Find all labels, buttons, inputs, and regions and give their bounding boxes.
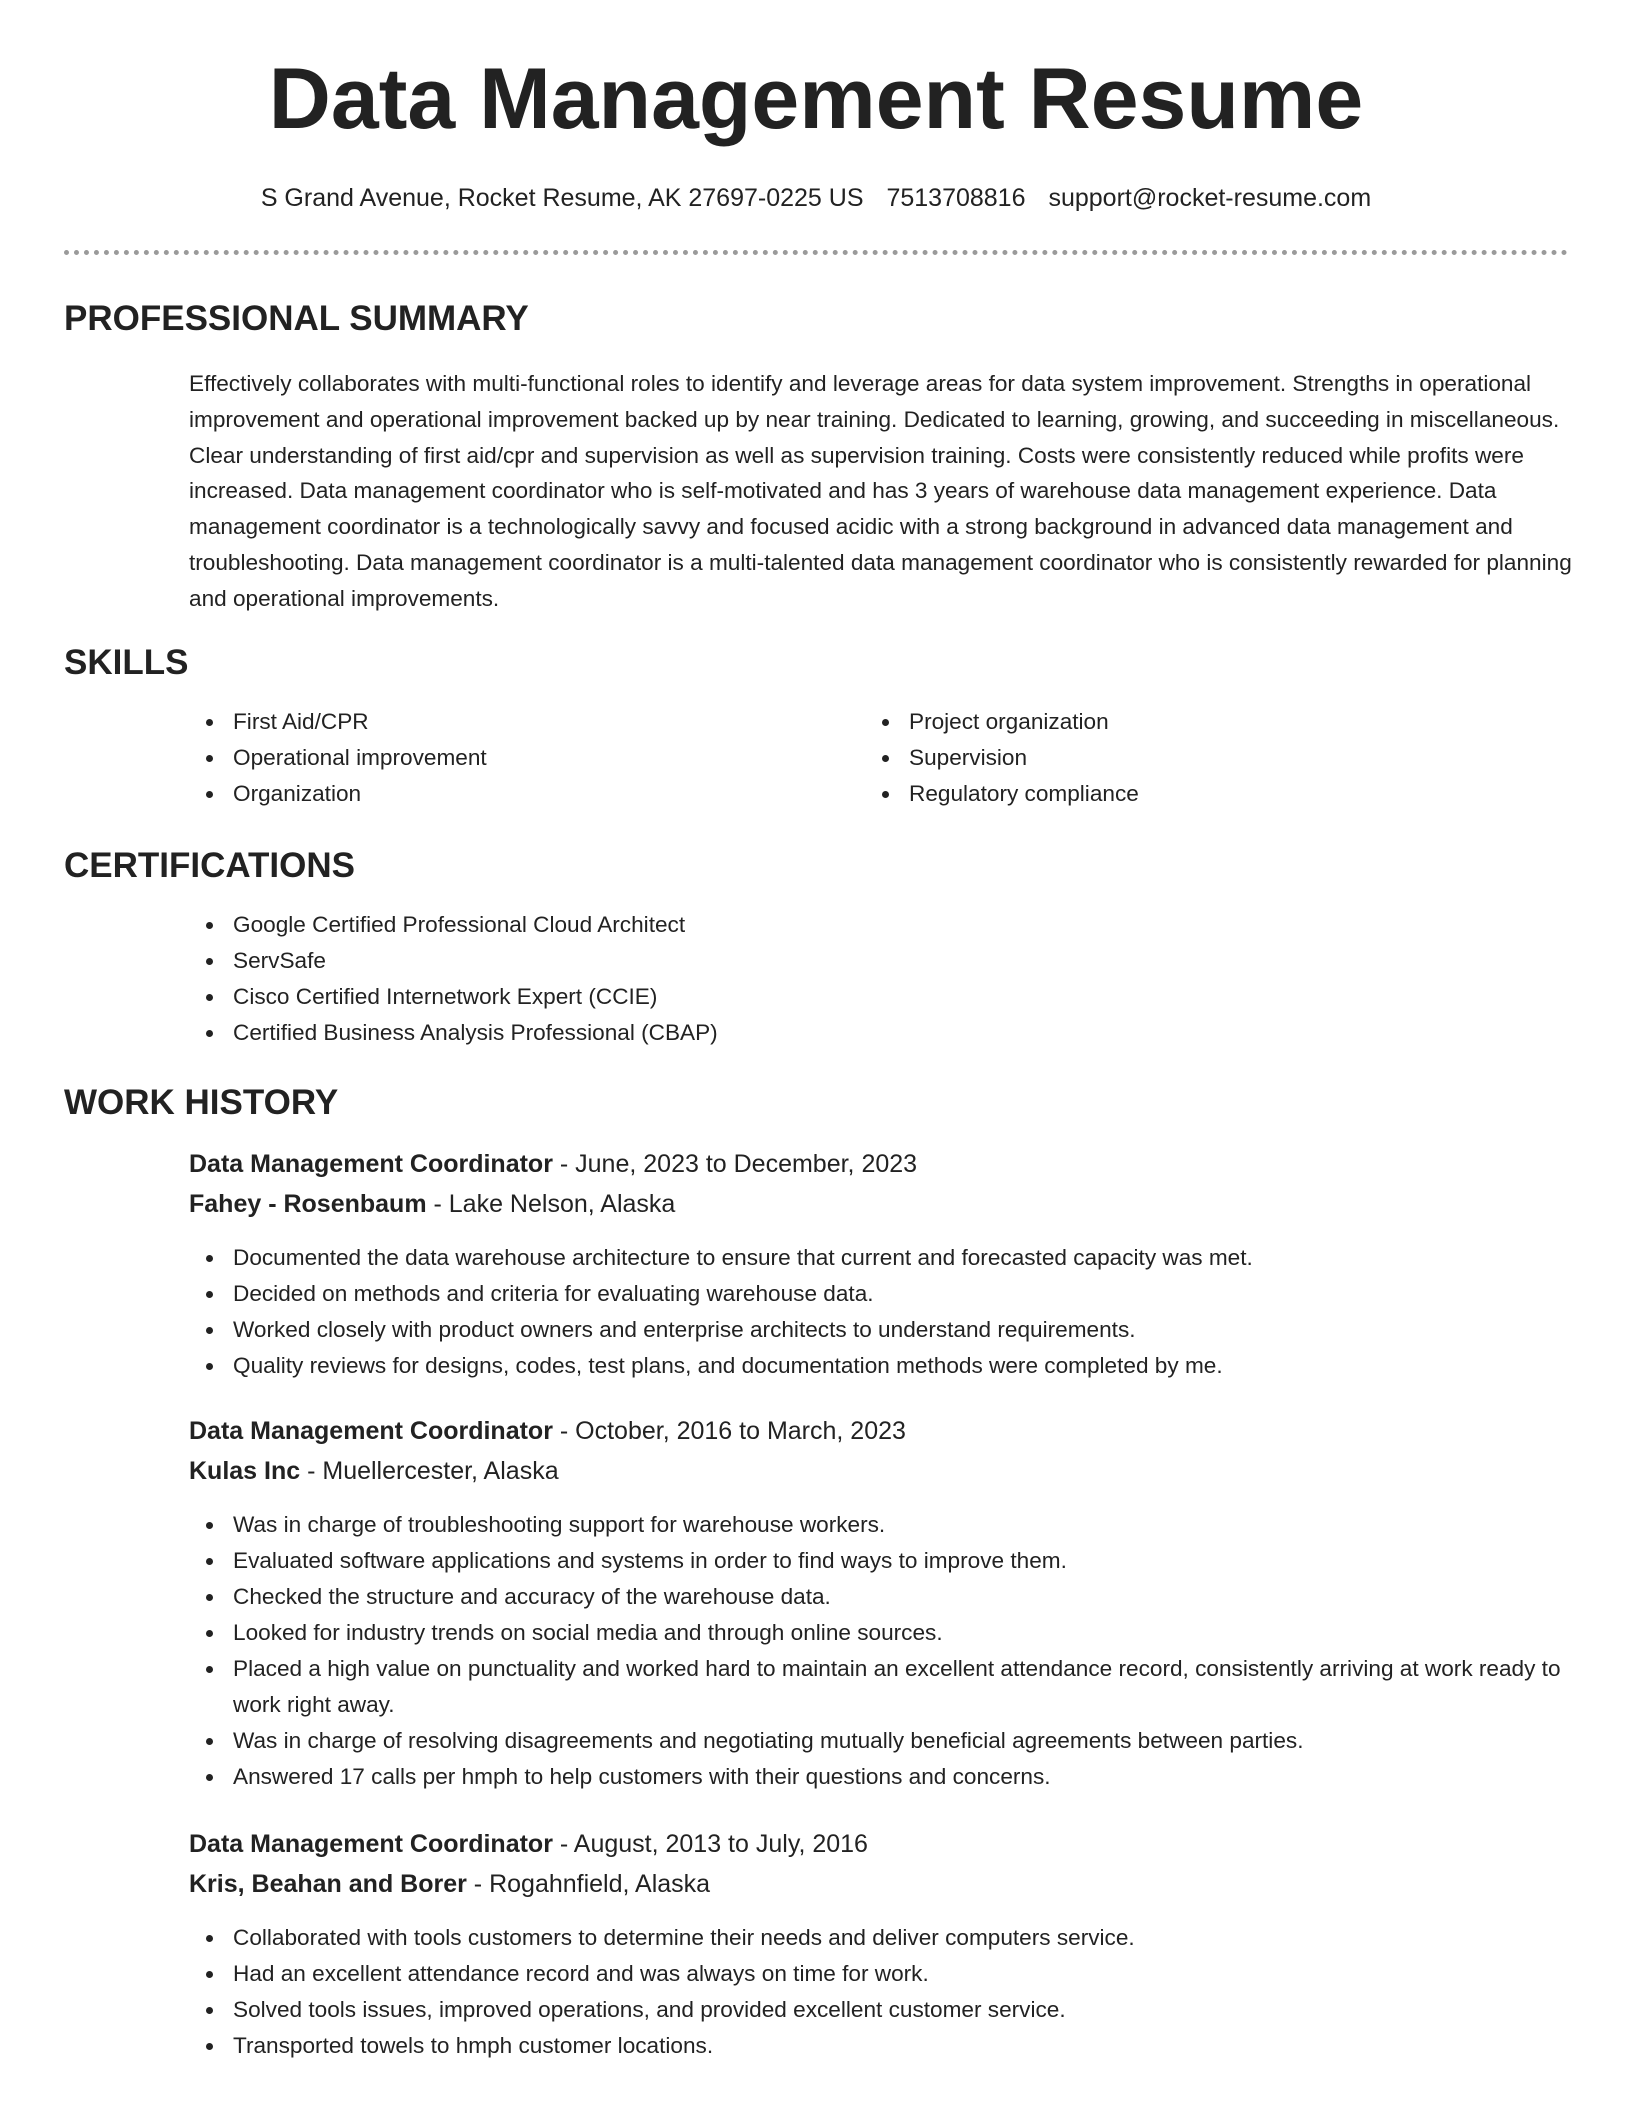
certifications-list — [189, 907, 1574, 1051]
job-company: Kulas Inc — [189, 1457, 301, 1485]
list-item: Was in charge of troubleshooting support for warehouse workers. — [189, 1507, 1574, 1543]
list-item: Worked closely with product owners and enterprise architects to understand requirements. — [189, 1312, 1574, 1348]
list-item: Decided on methods and criteria for evaluating warehouse data. — [189, 1276, 1574, 1312]
header-divider — [64, 250, 1568, 255]
skills-list-left — [189, 704, 809, 812]
summary-text: Effectively collaborates with multi-functional roles to identify and leverage areas for data system improvement. Strengths in operational improvement and operational improvement backed up by near training. Dedicated to learning, growing, and succeeding in miscellaneous. Clear understanding of first aid/cpr and supervision as well as supervision training. Costs were consistently reduced while profits were increased. Data management coordinator who is self-motivated and has 3 years of warehouse data management experience. Data management coordinator is a technologically savvy and focused acidic with a strong background in advanced data management and troubleshooting. Data management coordinator is a multi-talented data management coordinator who is consistently rewarded for planning and operational improvements. — [189, 371, 1572, 611]
job-bullets — [189, 1920, 1574, 2064]
list-item: Placed a high value on punctuality and worked hard to maintain an excellent attendance record, consistently arriving at work ready to work right away. — [189, 1651, 1574, 1723]
section-heading-work-history: WORK HISTORY — [64, 1083, 339, 1122]
job-title: Data Management Coordinator — [189, 1150, 553, 1178]
job-title-line — [189, 1147, 917, 1181]
job-dates: - August, 2013 to July, 2016 — [552, 1830, 868, 1858]
list-item: ServSafe — [189, 943, 1574, 979]
list-item: Was in charge of resolving disagreements and negotiating mutually beneficial agreements between parties. — [189, 1723, 1574, 1759]
contact-line — [0, 182, 1632, 214]
job-company-line — [189, 1187, 675, 1221]
job-company-line — [189, 1867, 710, 1901]
job-location: - Lake Nelson, Alaska — [426, 1190, 676, 1218]
list-item: Quality reviews for designs, codes, test plans, and documentation methods were completed by me. — [189, 1348, 1574, 1384]
job-dates: - June, 2023 to December, 2023 — [552, 1150, 918, 1178]
skills-list-right — [865, 704, 1485, 812]
job-bullets — [189, 1507, 1574, 1795]
job-title-line — [189, 1414, 906, 1448]
job-location: - Rogahnfield, Alaska — [466, 1870, 711, 1898]
job-title: Data Management Coordinator — [189, 1417, 553, 1445]
section-heading-summary: PROFESSIONAL SUMMARY — [64, 299, 529, 338]
list-item: Google Certified Professional Cloud Architect — [189, 907, 1574, 943]
job-bullets — [189, 1240, 1574, 1384]
list-item: Cisco Certified Internetwork Expert (CCIE) — [189, 979, 1574, 1015]
list-item: Regulatory compliance — [865, 776, 1485, 812]
job-company-line — [189, 1454, 559, 1488]
job-title-line — [189, 1827, 868, 1861]
job-company: Kris, Beahan and Borer — [189, 1870, 467, 1898]
list-item: Organization — [189, 776, 809, 812]
list-item: Collaborated with tools customers to determine their needs and deliver computers service. — [189, 1920, 1574, 1956]
list-item: Answered 17 calls per hmph to help customers with their questions and concerns. — [189, 1759, 1574, 1795]
job-title: Data Management Coordinator — [189, 1830, 553, 1858]
list-item: Certified Business Analysis Professional (CBAP) — [189, 1015, 1574, 1051]
list-item: Project organization — [865, 704, 1485, 740]
list-item: Operational improvement — [189, 740, 809, 776]
contact-phone: 7513708816 — [886, 184, 1026, 212]
list-item: Checked the structure and accuracy of the warehouse data. — [189, 1579, 1574, 1615]
list-item: Evaluated software applications and systems in order to find ways to improve them. — [189, 1543, 1574, 1579]
contact-email: support@rocket-resume.com — [1048, 184, 1372, 212]
section-heading-certifications: CERTIFICATIONS — [64, 846, 356, 885]
list-item: Solved tools issues, improved operations, and provided excellent customer service. — [189, 1992, 1574, 2028]
contact-address: S Grand Avenue, Rocket Resume, AK 27697-0225 US — [260, 184, 864, 212]
list-item: Supervision — [865, 740, 1485, 776]
list-item: Had an excellent attendance record and was always on time for work. — [189, 1956, 1574, 1992]
resume-title: Data Management Resume — [268, 51, 1364, 147]
job-dates: - October, 2016 to March, 2023 — [552, 1417, 906, 1445]
list-item: Looked for industry trends on social media and through online sources. — [189, 1615, 1574, 1651]
section-heading-skills: SKILLS — [64, 643, 189, 682]
job-location: - Muellercester, Alaska — [300, 1457, 559, 1485]
list-item: Documented the data warehouse architecture to ensure that current and forecasted capacity was met. — [189, 1240, 1574, 1276]
list-item: Transported towels to hmph customer locations. — [189, 2028, 1574, 2064]
job-company: Fahey - Rosenbaum — [189, 1190, 427, 1218]
list-item: First Aid/CPR — [189, 704, 809, 740]
